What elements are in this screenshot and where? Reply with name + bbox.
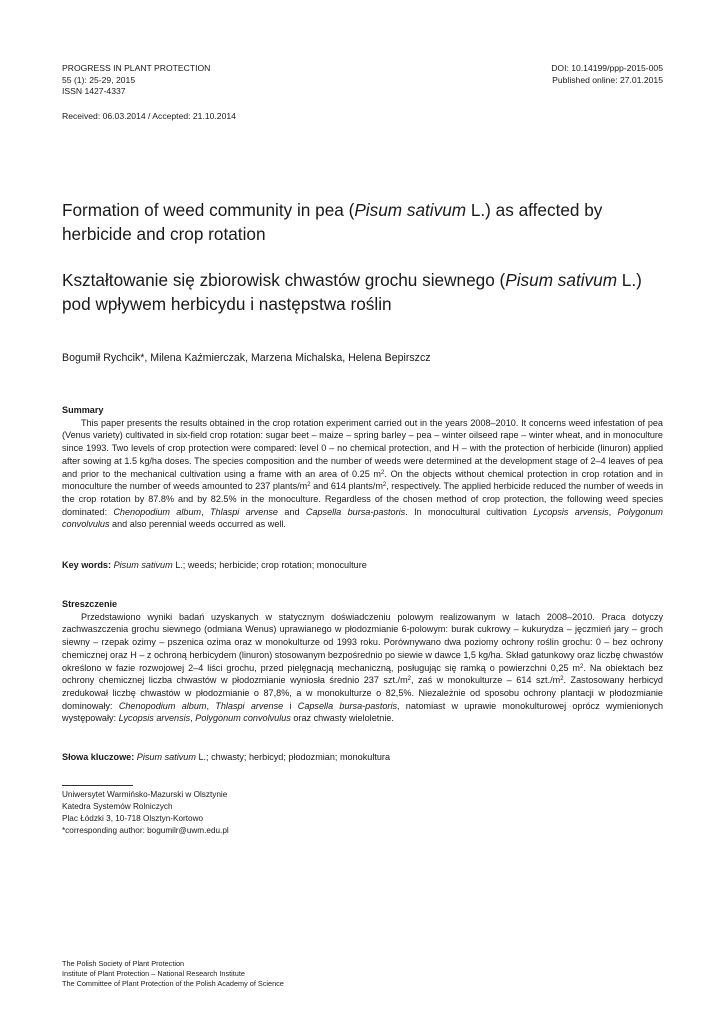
footer-institute: Institute of Plant Protection – National Research Institute bbox=[62, 969, 245, 978]
corresponding-author: *corresponding author: bogumilr@uwm.edu.pl bbox=[62, 826, 229, 835]
journal-volume: 55 (1): 25-29, 2015 bbox=[62, 74, 136, 85]
publisher-footer bbox=[62, 959, 284, 989]
keywords-polish: Słowa kluczowe: Pisum sativum L.; chwasty; herbicyd; płodozmian; monokultura bbox=[62, 752, 391, 762]
authors: Bogumił Rychcik*, Milena Kaźmierczak, Marzena Michalska, Helena Bepirszcz bbox=[62, 352, 431, 364]
footnote-divider bbox=[62, 785, 133, 786]
published-date: Published online: 27.01.2015 bbox=[552, 74, 663, 85]
summary-heading: Summary bbox=[62, 405, 104, 415]
footer-committee: The Committee of Plant Protection of the Polish Academy of Science bbox=[62, 979, 284, 988]
streszczenie-section bbox=[62, 598, 663, 725]
received-date: Received: 06.03.2014 / Accepted: 21.10.2014 bbox=[62, 111, 236, 121]
keywords-english: Key words: Pisum sativum L.; weeds; herbicide; crop rotation; monoculture bbox=[62, 560, 367, 570]
summary-text: This paper presents the results obtained in the crop rotation experiment carried out in the years 2008–2010. It concerns weed infestation of pea (Venus variety) cultivated in six-field crop rotation: sugar beet – maize – spring barley – pea – winter oilseed rape – winter wheat, and in monoculture since 1993. Two levels of crop protection were compared: level 0 – no chemical protection, and H – with the protection of herbicide (linuron) applied after sowing at 1.5 kg/ha doses. The species composition and the number of weeds were determined at the development stage of 2–4 leaves of pea and prior to the mechanical cultivation using a frame with an area of 0.25 $m^2$. On the objects without chemical protection in crop rotation and in monoculture the number of weeds amounted to 237 plants/$m^2$ and 614 plants/$m^2$, respectively. The applied herbicide reduced the number of weeds in the crop rotation by 87.8% and by 82.5% in the monoculture. Regardless of the chosen method of crop protection, the following weed species dominated: Chenopodium album, Thlaspi arvense and Capsella bursa-pastoris. In monocultural cultivation Lycopsis arvensis, Polygonum convolvulus and also perennial weeds occurred as well. bbox=[62, 417, 664, 530]
journal-issn: ISSN 1427-4337 bbox=[62, 86, 126, 96]
summary-section bbox=[62, 404, 663, 531]
footer-society: The Polish Society of Plant Protection bbox=[62, 959, 185, 968]
doi: DOI: 10.14199/ppp-2015-005 bbox=[551, 63, 663, 73]
title-polish: Kształtowanie się zbiorowisk chwastów grochu siewnego (Pisum sativum L.) pod wpływem herbicydu i następstwa roślin bbox=[62, 270, 642, 314]
streszczenie-text: Przedstawiono wyniki badań uzyskanych w statycznym doświadczeniu polowym realizowanym w latach 2008–2010. Praca dotyczy zachwaszczenia grochu siewnego (odmiana Wenus) uprawianego w płodozmianie 6-polowym: burak cukrowy – kukurydza – jęczmień jary – groch siewny – rzepak ozimy – pszenica ozima oraz w monokulturze od 1993 roku. Porównywano dwa poziomy ochrony roślin grochu: 0 – bez ochrony chemicznej oraz H – z ochroną herbicydem (linuron) stosowanym bezpośrednio po siewie w dawce 1,5 kg/ha. Skład gatunkowy oraz liczbę chwastów określono w fazie rozwojowej 2–4 liści grochu, przed pielęgnacją mechaniczną, posługując się ramką o powierzchni 0,25 $m^2$. Na obiektach bez ochrony chemicznej liczba chwastów w płodozmianie wyniosła średnio 237 $szt./m^2$, zaś w monokulturze – 614 $szt./m^2$. Zastosowany herbicyd zredukował liczbę chwastów w płodozmianie o 87,8%, a w monokulturze o 82,5%. Niezależnie od sposobu ochrony plantacji w płodozmianie dominowały: Chenopodium album, Thlaspi arvense i Capsella bursa-pastoris, natomiast w uprawie monokulturowej oprócz wymienionych występowały: Lycopsis arvensis, Polygonum convolvulus oraz chwasty wieloletnie. bbox=[62, 611, 664, 724]
journal-header bbox=[62, 63, 210, 98]
doi-header bbox=[551, 63, 663, 86]
journal-name: PROGRESS IN PLANT PROTECTION bbox=[62, 63, 211, 73]
streszczenie-heading: Streszczenie bbox=[62, 599, 118, 609]
affiliation-address: Plac Łódzki 3, 10-718 Olsztyn-Kortowo bbox=[62, 814, 204, 823]
affiliation-university: Uniwersytet Warmińsko-Mazurski w Olsztynie bbox=[62, 790, 228, 799]
affiliation-department: Katedra Systemów Rolniczych bbox=[62, 802, 173, 811]
title-english: Formation of weed community in pea (Pisum sativum L.) as affected by herbicide and crop rotation bbox=[62, 200, 603, 244]
affiliation bbox=[62, 789, 229, 837]
